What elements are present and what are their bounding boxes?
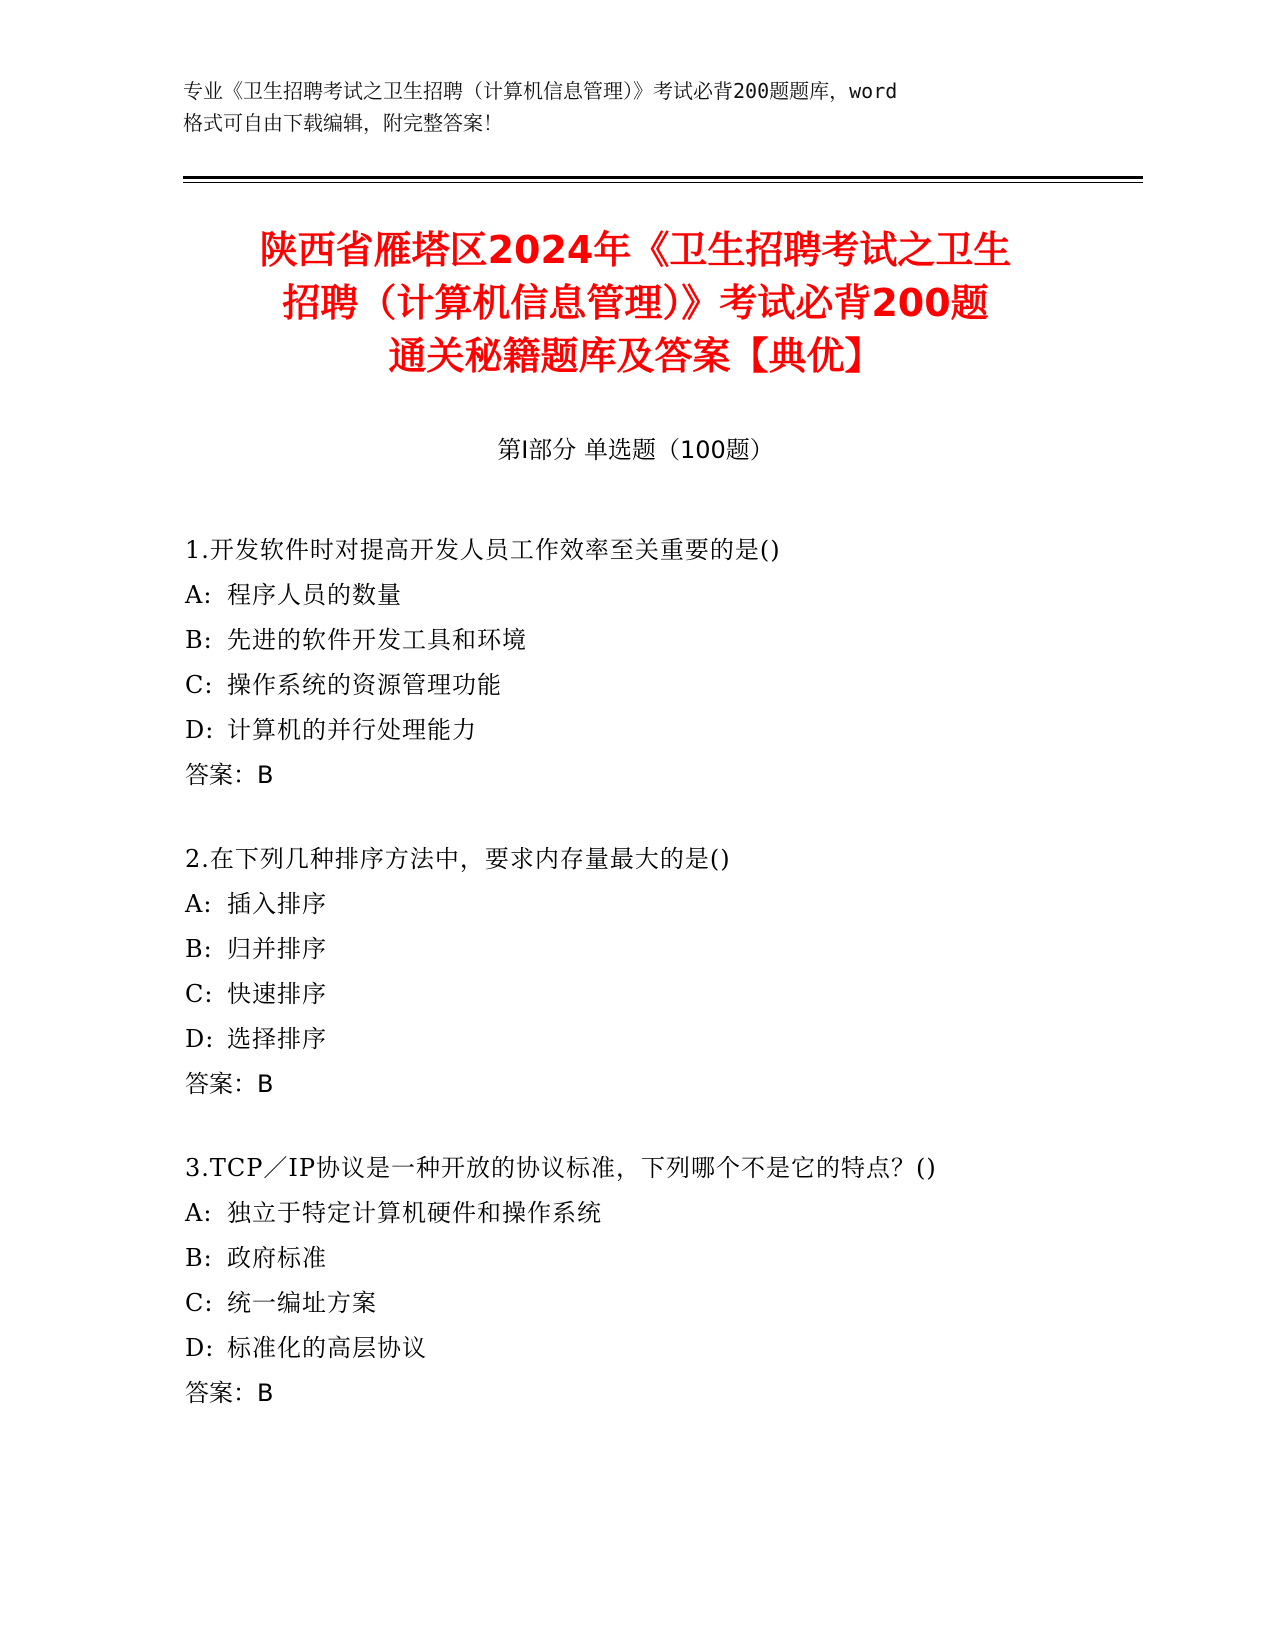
option-text: 统一编址方案 bbox=[227, 1289, 377, 1317]
option-key: B: bbox=[185, 626, 213, 654]
question-option bbox=[185, 1017, 1145, 1062]
option-key: A: bbox=[185, 1199, 213, 1227]
question-answer: 答案：B bbox=[185, 761, 274, 789]
option-key: C: bbox=[185, 1289, 214, 1317]
option-text: 归并排序 bbox=[227, 935, 327, 963]
option-text: 选择排序 bbox=[227, 1025, 327, 1053]
question-stem: 2.在下列几种排序方法中，要求内存量最大的是() bbox=[185, 845, 731, 873]
option-key: B: bbox=[185, 1244, 213, 1272]
question-list bbox=[185, 528, 1145, 1455]
title-line-2: 招聘（计算机信息管理）》考试必背200题 bbox=[282, 281, 989, 325]
option-key: D: bbox=[185, 1334, 215, 1362]
option-key: D: bbox=[185, 716, 215, 744]
header-divider-thin bbox=[183, 182, 1143, 183]
option-text: 插入排序 bbox=[227, 890, 327, 918]
option-text: 程序人员的数量 bbox=[227, 581, 402, 609]
question-item bbox=[185, 528, 1145, 798]
option-text: 标准化的高层协议 bbox=[227, 1334, 427, 1362]
question-answer: 答案：B bbox=[185, 1379, 274, 1407]
title-line-3: 通关秘籍题库及答案【典优】 bbox=[388, 334, 883, 378]
option-key: D: bbox=[185, 1025, 215, 1053]
option-text: 独立于特定计算机硬件和操作系统 bbox=[227, 1199, 602, 1227]
header-note bbox=[183, 75, 1083, 139]
question-option bbox=[185, 1236, 1145, 1281]
option-text: 操作系统的资源管理功能 bbox=[227, 671, 502, 699]
option-key: A: bbox=[185, 581, 213, 609]
option-key: A: bbox=[185, 890, 213, 918]
option-key: C: bbox=[185, 671, 214, 699]
question-item bbox=[185, 1146, 1145, 1416]
question-option bbox=[185, 1281, 1145, 1326]
option-text: 政府标准 bbox=[227, 1244, 327, 1272]
question-stem: 1.开发软件时对提高开发人员工作效率至关重要的是() bbox=[185, 536, 781, 564]
option-text: 快速排序 bbox=[227, 980, 327, 1008]
question-option bbox=[185, 708, 1145, 753]
section-heading: 第Ⅰ部分 单选题（100题） bbox=[497, 436, 774, 464]
question-option bbox=[185, 663, 1145, 708]
question-option bbox=[185, 618, 1145, 663]
option-key: C: bbox=[185, 980, 214, 1008]
option-text: 计算机的并行处理能力 bbox=[227, 716, 477, 744]
header-note-line-1: 专业《卫生招聘考试之卫生招聘（计算机信息管理）》考试必背200题题库，word bbox=[183, 79, 898, 103]
question-option bbox=[185, 1191, 1145, 1236]
title-line-1: 陕西省雁塔区2024年《卫生招聘考试之卫生 bbox=[259, 228, 1012, 272]
question-stem: 3.TCP／IP协议是一种开放的协议标准，下列哪个不是它的特点？() bbox=[185, 1154, 937, 1182]
option-text: 先进的软件开发工具和环境 bbox=[227, 626, 527, 654]
question-answer: 答案：B bbox=[185, 1070, 274, 1098]
question-option bbox=[185, 1326, 1145, 1371]
header-note-line-2: 格式可自由下载编辑，附完整答案！ bbox=[183, 111, 503, 135]
question-option bbox=[185, 882, 1145, 927]
question-option bbox=[185, 972, 1145, 1017]
option-key: B: bbox=[185, 935, 213, 963]
question-option bbox=[185, 573, 1145, 618]
question-item bbox=[185, 837, 1145, 1107]
document-title bbox=[183, 224, 1088, 383]
header-divider-thick bbox=[183, 176, 1143, 179]
question-option bbox=[185, 927, 1145, 972]
